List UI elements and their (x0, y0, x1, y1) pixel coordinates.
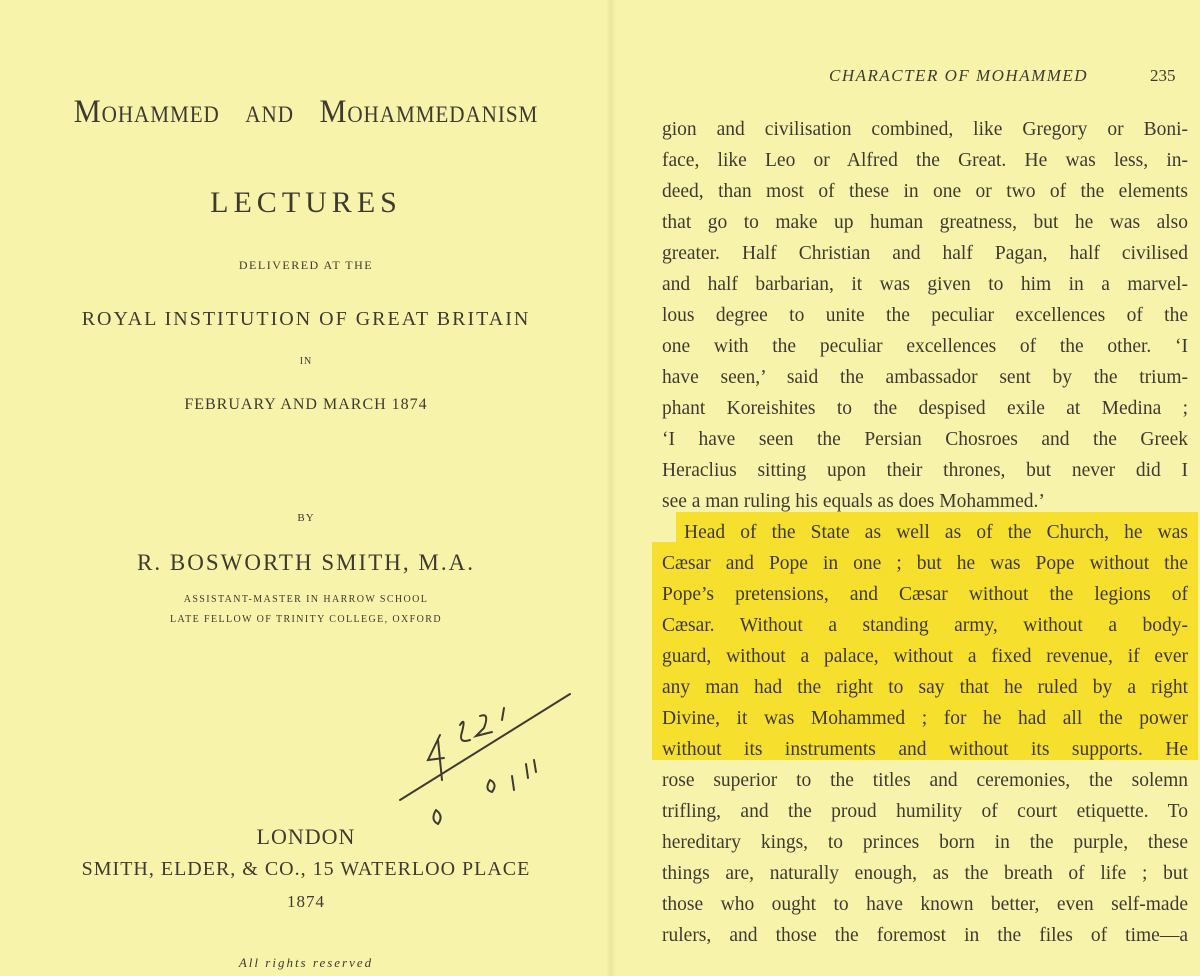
text-line: any man had the right to say that he ruled by a right (662, 677, 1188, 698)
publication-city: LONDON (256, 824, 356, 849)
text-line: see a man ruling his equals as does Mohammed.’ (662, 491, 1045, 512)
text-line: one with the peculiar excellences of the other. ‘I (662, 336, 1188, 357)
rights-notice: All rights reserved (238, 955, 374, 970)
in-line: IN (299, 356, 313, 367)
delivered-line: DELIVERED AT THE (238, 258, 374, 272)
text-line: Divine, it was Mohammed ; for he had all the power (662, 708, 1188, 729)
by-line: BY (297, 512, 315, 524)
running-head-title: CHARACTER OF MOHAMMED (829, 66, 1089, 85)
text-line: Cæsar. Without a standing army, without a body- (662, 615, 1188, 636)
text-line: hereditary kings, to princes born in the purple, these (662, 832, 1188, 853)
text-line: ‘I have seen the Persian Chosroes and the Greek (662, 429, 1188, 450)
text-line: lous degree to unite the peculiar excellences of the (662, 305, 1188, 326)
author-position: ASSISTANT-MASTER IN HARROW SCHOOL (183, 594, 429, 605)
author-fellowship: LATE FELLOW OF TRINITY COLLEGE, OXFORD (170, 614, 442, 625)
text-line: Head of the State as well as of the Church, he was (684, 522, 1188, 543)
text-line: Heraclius sitting upon their thrones, but never did I (662, 460, 1188, 481)
author-name: R. BOSWORTH SMITH, M.A. (137, 550, 475, 575)
title-and: and (245, 94, 294, 130)
text-line: without its instruments and without its supports. He (662, 739, 1188, 760)
text-line: face, like Leo or Alfred the Great. He was less, in- (662, 150, 1188, 171)
publication-year: 1874 (287, 892, 325, 911)
text-page (612, 0, 1200, 976)
text-line: have seen,’ said the ambassador sent by the trium- (662, 367, 1188, 388)
title-part1: Mohammed (73, 94, 220, 130)
lecture-date: FEBRUARY AND MARCH 1874 (184, 396, 428, 413)
text-line: phant Koreishites to the despised exile at Medina ; (662, 398, 1188, 419)
running-head (612, 66, 1200, 90)
text-line: trifling, and the proud humility of court etiquette. To (662, 801, 1188, 822)
text-line: that go to make up human greatness, but he was also (662, 212, 1188, 233)
book-title (24, 94, 587, 131)
institution-name: ROYAL INSTITUTION OF GREAT BRITAIN (81, 308, 531, 330)
publisher-name: SMITH, ELDER, & CO., 15 WATERLOO PLACE (81, 858, 531, 880)
text-line: gion and civilisation combined, like Gregory or Boni- (662, 119, 1188, 140)
lectures-heading: LECTURES (210, 186, 402, 219)
text-line: things are, naturally enough, as the breath of life ; but (662, 863, 1188, 884)
title-part2: Mohammedanism (319, 94, 539, 130)
text-line: deed, than most of these in one or two of the elements (662, 181, 1188, 202)
text-line: greater. Half Christian and half Pagan, half civilised (662, 243, 1188, 264)
text-line: rulers, and those the foremost in the files of time—a (662, 925, 1188, 946)
handwritten-annotation (380, 680, 600, 830)
text-line: guard, without a palace, without a fixed revenue, if ever (662, 646, 1188, 667)
page-number: 235 (1150, 66, 1176, 85)
text-line: and half barbarian, it was given to him in a marvel- (662, 274, 1188, 295)
body-text (662, 114, 1188, 951)
text-line: those who ought to have known better, even self-made (662, 894, 1188, 915)
text-line: Cæsar and Pope in one ; but he was Pope without the (662, 553, 1188, 574)
text-line: Pope’s pretensions, and Cæsar without the legions of (662, 584, 1188, 605)
text-line: rose superior to the titles and ceremonies, the solemn (662, 770, 1188, 791)
